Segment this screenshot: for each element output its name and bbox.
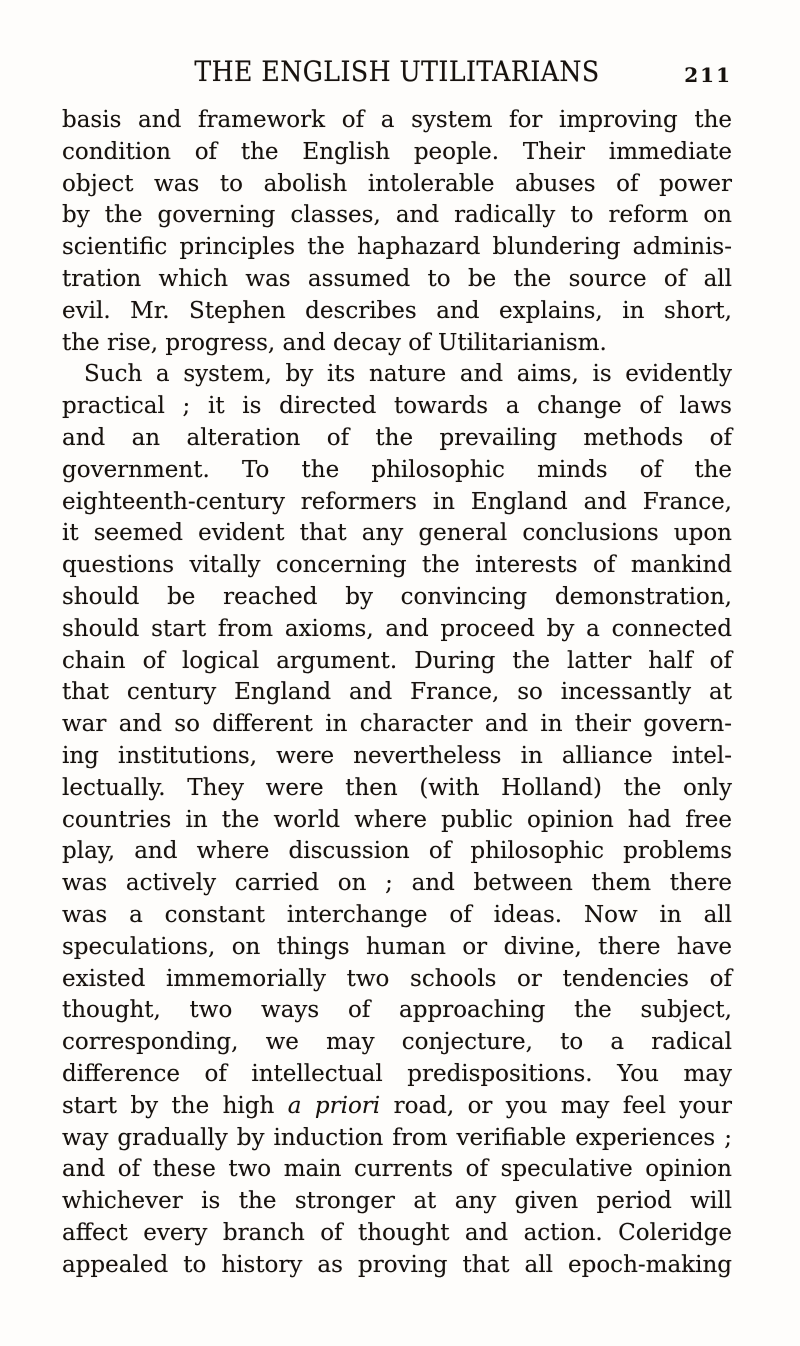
text-line: Such a system, by its nature and aims, is evidently — [84, 361, 732, 388]
text-line: countries in the world where public opinion had free — [62, 806, 732, 833]
text-segment: start by the high — [62, 1092, 288, 1119]
text-line: scientific principles the haphazard blundering adminis- — [62, 234, 732, 261]
text-line: it seemed evident that any general conclusions upon — [62, 520, 732, 547]
text-line: tration which was assumed to be the source of all — [62, 265, 732, 292]
text-line: ing institutions, were nevertheless in alliance intel- — [62, 742, 732, 769]
text-line: government. To the philosophic minds of the — [62, 456, 732, 483]
text-line: by the governing classes, and radically to reform on — [62, 202, 732, 229]
text-line: existed immemorially two schools or tendencies of — [62, 965, 732, 992]
text-segment: road, or you may feel your — [380, 1092, 732, 1119]
text-line: whichever is the stronger at any given period will — [62, 1188, 732, 1215]
text-line: practical ; it is directed towards a change of laws — [62, 393, 732, 420]
text-line — [62, 1091, 732, 1123]
text-line: should start from axioms, and proceed by a connected — [62, 615, 732, 642]
text-line: lectually. They were then (with Holland) the only — [62, 774, 732, 801]
text-line: eighteenth-century reformers in England and France, — [62, 488, 732, 515]
page-number: 211 — [684, 63, 732, 87]
text-line: appealed to history as proving that all epoch-making — [62, 1251, 732, 1278]
text-line: difference of intellectual predispositions. You may — [62, 1060, 732, 1087]
text-line: and of these two main currents of speculative opinion — [62, 1156, 732, 1183]
text-line: basis and framework of a system for improving the — [62, 107, 732, 133]
italic-phrase: a priori — [287, 1092, 381, 1119]
text-line: play, and where discussion of philosophic problems — [62, 838, 732, 865]
text-line: affect every branch of thought and action. Coleridge — [62, 1219, 732, 1246]
text-line: the rise, progress, and decay of Utilitarianism. — [62, 329, 607, 356]
text-line: corresponding, we may conjecture, to a radical — [62, 1029, 732, 1056]
text-line: questions vitally concerning the interests of mankind — [62, 552, 732, 579]
text-block — [62, 105, 732, 1281]
text-line: and an alteration of the prevailing methods of — [62, 424, 732, 451]
text-line: that century England and France, so incessantly at — [62, 679, 732, 706]
text-line: way gradually by induction from verifiable experiences ; — [62, 1124, 732, 1151]
text-line: war and so different in character and in their govern- — [62, 711, 732, 738]
page-title: THE ENGLISH UTILITARIANS — [194, 55, 600, 88]
text-line: was actively carried on ; and between them there — [62, 870, 732, 897]
text-line: object was to abolish intolerable abuses of power — [62, 170, 732, 197]
text-line: evil. Mr. Stephen describes and explains, in short, — [62, 297, 732, 324]
text-line: was a constant interchange of ideas. Now in all — [62, 901, 732, 928]
text-line: chain of logical argument. During the latter half of — [62, 647, 732, 674]
text-line: should be reached by convincing demonstration, — [62, 583, 732, 610]
text-line: speculations, on things human or divine, there have — [62, 933, 732, 960]
text-line: condition of the English people. Their immediate — [62, 138, 732, 165]
running-head — [62, 55, 732, 90]
text-line: thought, two ways of approaching the subject, — [62, 997, 732, 1024]
